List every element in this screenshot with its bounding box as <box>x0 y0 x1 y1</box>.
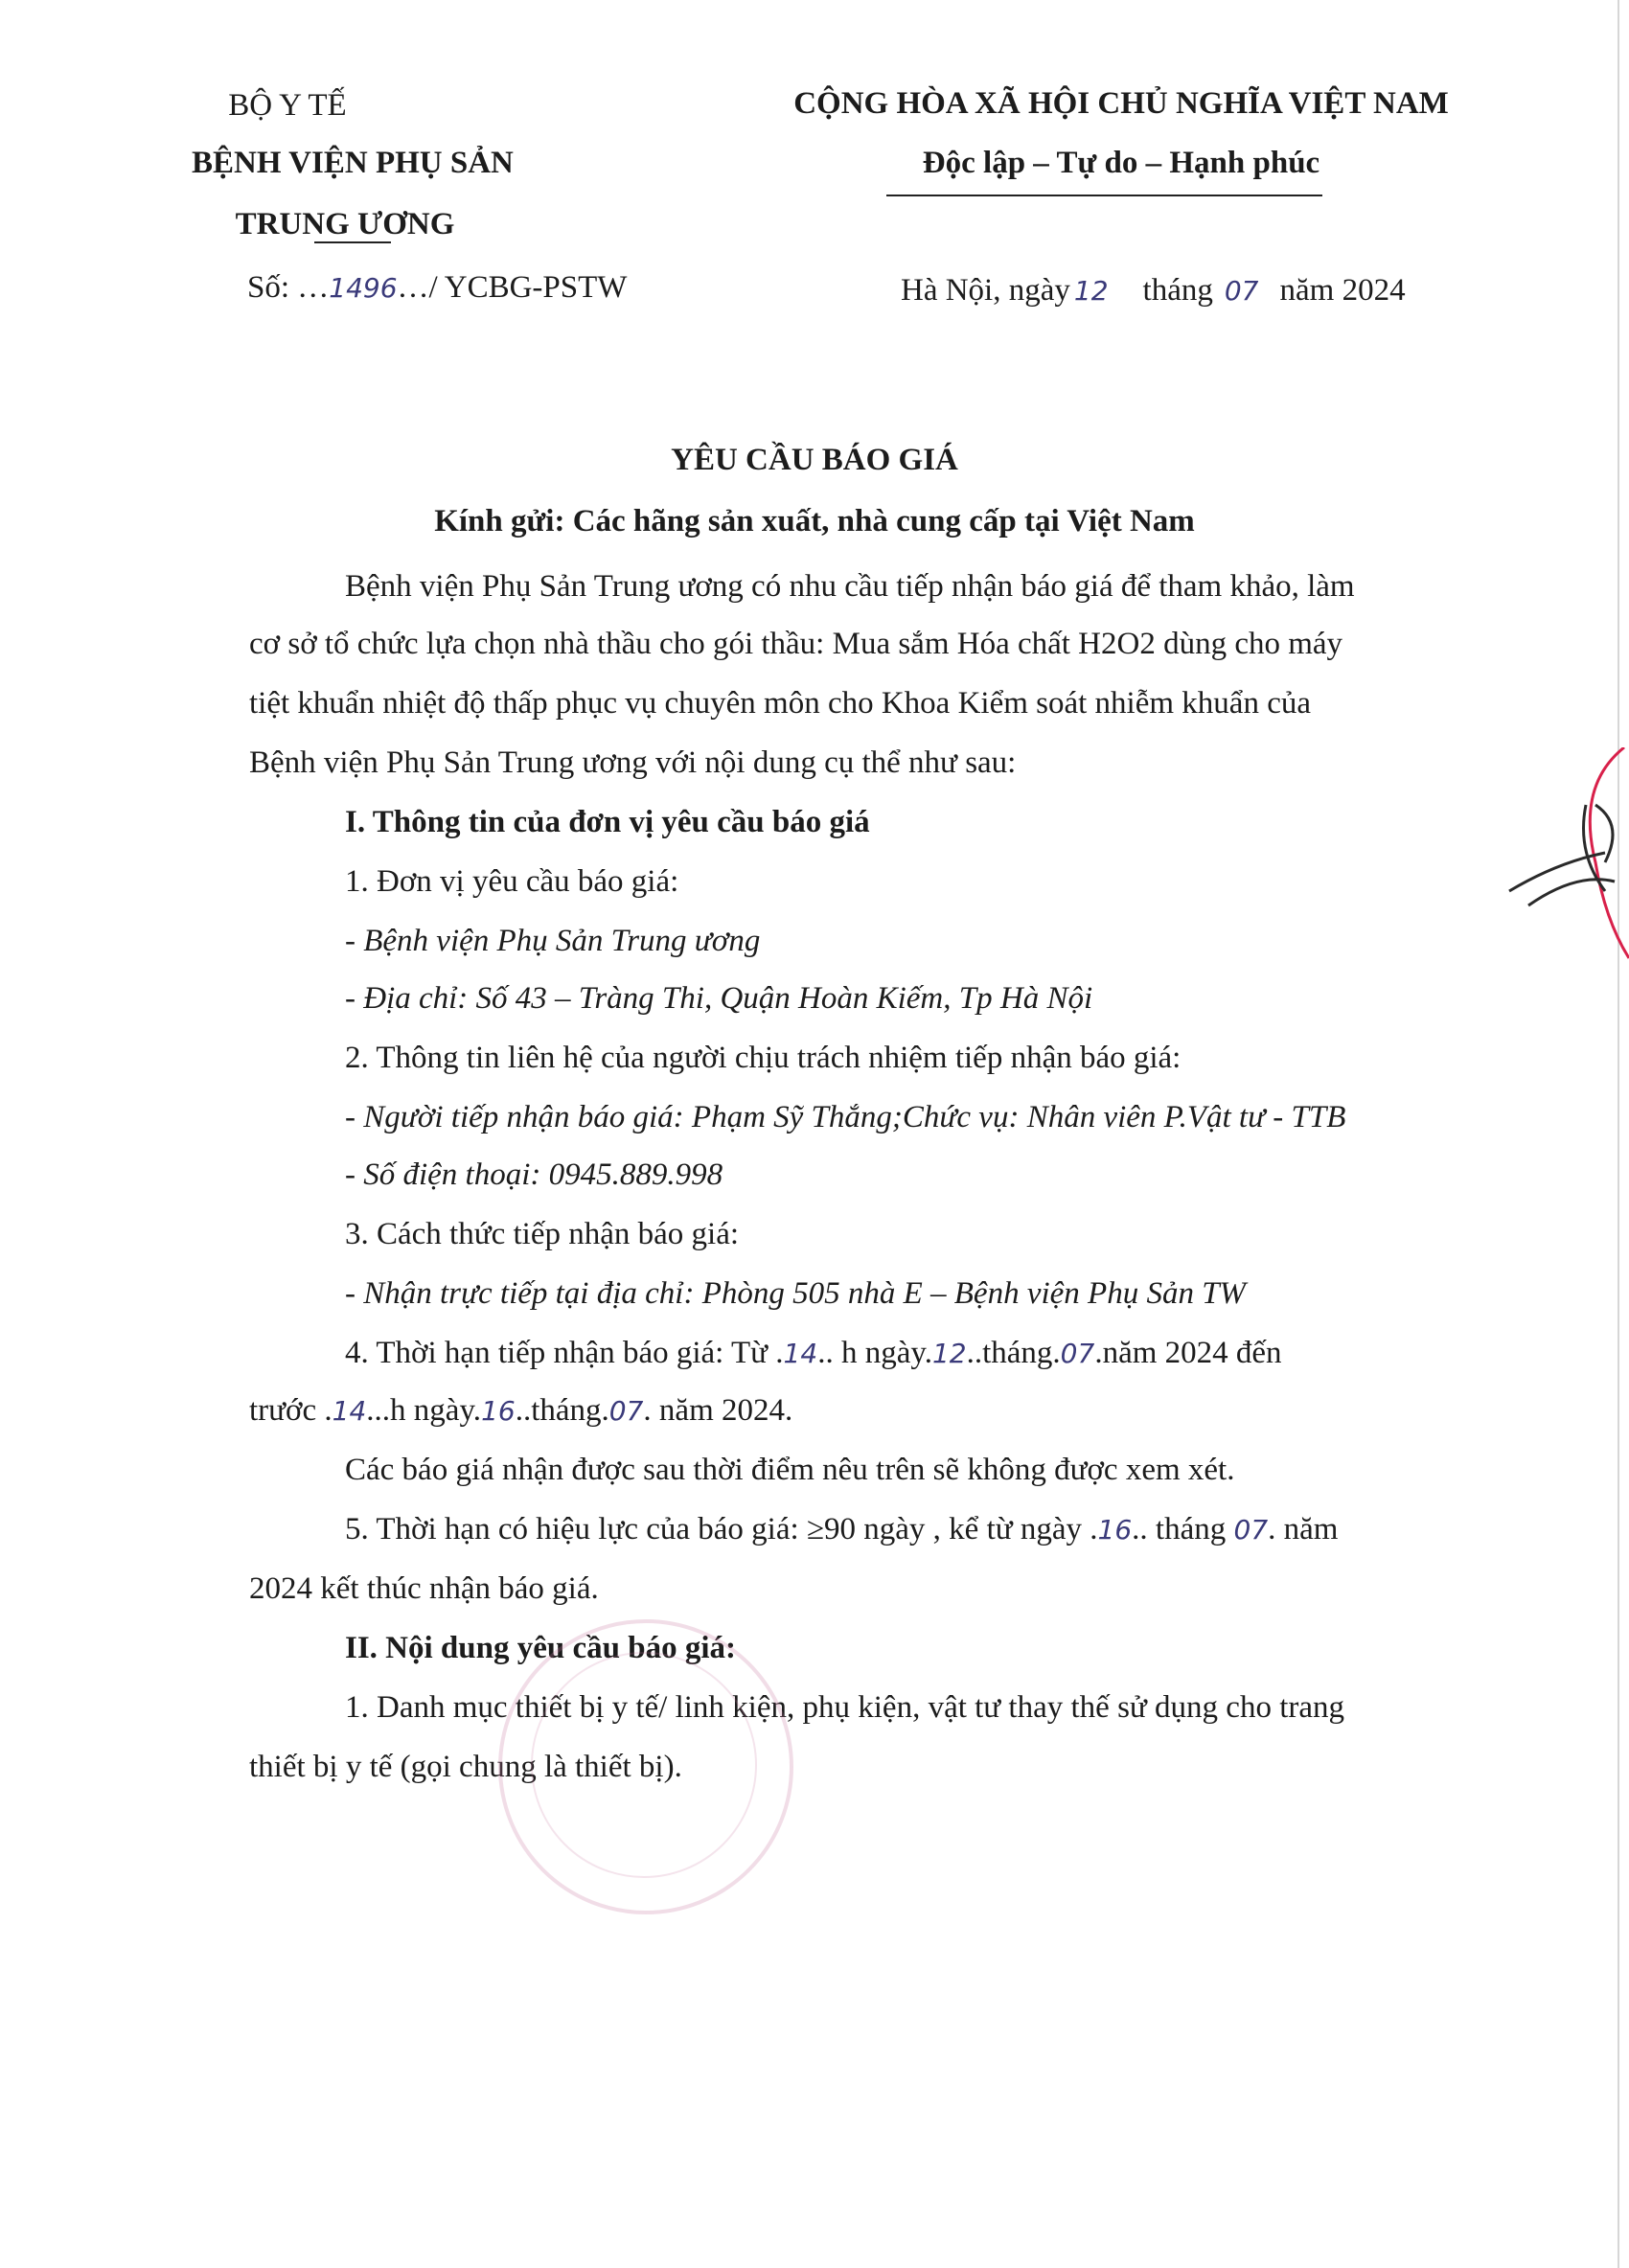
requesting-unit-name: - Bệnh viện Phụ Sản Trung ương <box>345 924 761 958</box>
document-number: Số: …1496…/ YCBG-PSTW <box>247 270 628 305</box>
signature-seal-icon <box>1490 747 1629 968</box>
recipient-line: Kính gửi: Các hãng sản xuất, nhà cung cấp tại Việt Nam <box>434 504 1195 538</box>
equipment-list-line-1: 1. Danh mục thiết bị y tế/ linh kiện, phụ kiện, vật tư thay thế sử dụng cho trang <box>345 1690 1344 1725</box>
validity-line-1: 5. Thời hạn có hiệu lực của báo giá: ≥90 ngày , kể từ ngày .16.. tháng 07. năm <box>345 1512 1339 1546</box>
motto-underline <box>886 195 1322 196</box>
handwritten-end-month: 07 <box>608 1395 644 1427</box>
contact-person: - Người tiếp nhận báo giá: Phạm Sỹ Thắng;Chức vụ: Nhân viên P.Vật tư - TTB <box>345 1100 1346 1134</box>
handwritten-start-hour: 14 <box>783 1338 818 1369</box>
intro-line-3: tiệt khuẩn nhiệt độ thấp phục vụ chuyên môn cho Khoa Kiểm soát nhiễm khuẩn của <box>249 686 1311 721</box>
requesting-unit-label: 1. Đơn vị yêu cầu báo giá: <box>345 864 679 899</box>
intro-line-4: Bệnh viện Phụ Sản Trung ương với nội dung cụ thể như sau: <box>249 745 1017 780</box>
country-name: CỘNG HÒA XÃ HỘI CHỦ NGHĨA VIỆT NAM <box>793 86 1449 121</box>
handwritten-end-day: 16 <box>481 1395 516 1427</box>
receipt-deadline-line-1: 4. Thời hạn tiếp nhận báo giá: Từ .14.. h ngày.12..tháng.07.năm 2024 đến <box>345 1336 1282 1370</box>
handwritten-end-hour: 14 <box>332 1395 367 1427</box>
national-motto: Độc lập – Tự do – Hạnh phúc <box>922 146 1320 180</box>
handwritten-start-day: 12 <box>931 1338 967 1369</box>
handwritten-validity-day: 16 <box>1097 1514 1133 1546</box>
hospital-underline <box>314 241 391 243</box>
section-2-heading: II. Nội dung yêu cầu báo giá: <box>345 1631 737 1665</box>
receipt-method: - Nhận trực tiếp tại địa chỉ: Phòng 505 nhà E – Bệnh viện Phụ Sản TW <box>345 1276 1247 1311</box>
section-1-heading: I. Thông tin của đơn vị yêu cầu báo giá <box>345 805 870 839</box>
handwritten-doc-number: 1496 <box>329 272 398 304</box>
faint-stamp-icon <box>498 1619 793 1914</box>
contact-info-label: 2. Thông tin liên hệ của người chịu trách nhiệm tiếp nhận báo giá: <box>345 1041 1182 1075</box>
receipt-deadline-line-2: trước .14...h ngày.16..tháng.07. năm 2024. <box>249 1393 793 1428</box>
requesting-unit-address: - Địa chỉ: Số 43 – Tràng Thi, Quận Hoàn Kiếm, Tp Hà Nội <box>345 981 1093 1016</box>
hospital-name-line1: BỆNH VIỆN PHỤ SẢN <box>192 146 514 180</box>
hospital-name-line2: TRUNG ƯƠNG <box>235 207 455 241</box>
document-title: YÊU CẦU BÁO GIÁ <box>671 443 958 477</box>
validity-line-2: 2024 kết thúc nhận báo giá. <box>249 1571 599 1606</box>
intro-line-2: cơ sở tổ chức lựa chọn nhà thầu cho gói thầu: Mua sắm Hóa chất H2O2 dùng cho máy <box>249 627 1343 661</box>
handwritten-month: 07 <box>1224 275 1259 307</box>
contact-phone: - Số điện thoại: 0945.889.998 <box>345 1157 723 1192</box>
handwritten-start-month: 07 <box>1060 1338 1095 1369</box>
scan-edge <box>1618 0 1619 2268</box>
receipt-method-label: 3. Cách thức tiếp nhận báo giá: <box>345 1217 740 1251</box>
handwritten-validity-month: 07 <box>1233 1514 1269 1546</box>
issue-date: Hà Nội, ngày 12 tháng 07 năm 2024 <box>901 273 1406 308</box>
late-submission-note: Các báo giá nhận được sau thời điểm nêu trên sẽ không được xem xét. <box>345 1453 1235 1487</box>
handwritten-day: 12 <box>1073 275 1109 307</box>
equipment-list-line-2: thiết bị y tế (gọi chung là thiết bị). <box>249 1750 682 1784</box>
ministry-name: BỘ Y TẾ <box>228 88 347 123</box>
intro-line-1: Bệnh viện Phụ Sản Trung ương có nhu cầu tiếp nhận báo giá để tham khảo, làm <box>345 569 1355 604</box>
